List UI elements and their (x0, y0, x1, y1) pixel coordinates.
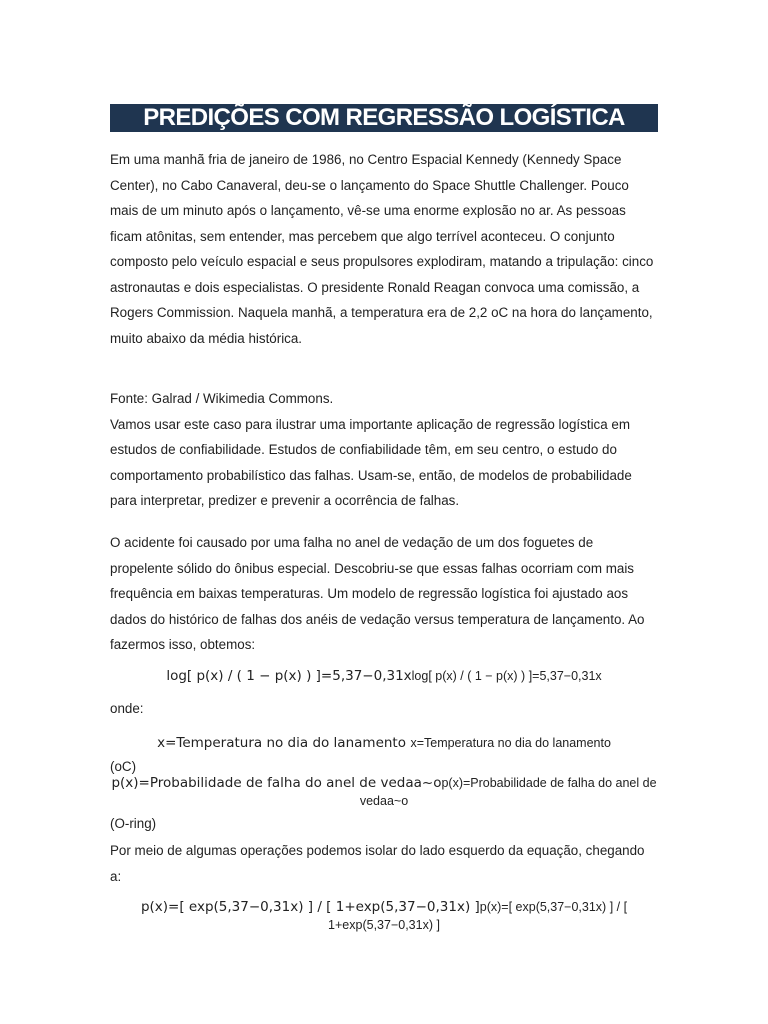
source-credit: Fonte: Galrad / Wikimedia Commons. (110, 391, 334, 406)
onde-label: onde: (110, 701, 144, 716)
p-definition-text: p(x)=Probabilidade de falha do anel de vedaa~o (359, 776, 657, 808)
probability-equation-math: p(x)=[ exp(5,37−0,31x) ] / [ 1+exp(5,37−0,31x) ] (140, 899, 480, 915)
intro-paragraph: Em uma manhã fria de janeiro de 1986, no Centro Espacial Kennedy (Kennedy Space Center), no Cabo Canaveral, deu-se o lançamento do Space Shuttle Challenger. Pouco mais de um minuto após o lançamento, vê-se uma enorme explosão no ar. As pessoas ficam atônitas, sem entender, mas percebem que algo terrível aconteceu. O conjunto composto pelo veículo espacial e seus propulsores explodiram, matando a tripulação: cinco astronautas e dois especialistas. O presidente Ronald Reagan convoca uma comissão, a Rogers Commission. Naquela manhã, a temperatura era de 2,2 oC na hora do lançamento, muito abaixo da média histórica. (110, 152, 654, 346)
p-definition (110, 774, 658, 810)
isolate-paragraph: Por meio de algumas operações podemos isolar do lado esquerdo da equação, chegando a: (110, 843, 645, 884)
reliability-paragraph: Vamos usar este caso para ilustrar uma importante aplicação de regressão logística em estudos de confiabilidade. Estudos de confiabilidade têm, em seu centro, o estudo do comportamento probabilístico das falhas. Usam-se, então, de modelos de probabilidade para interpretar, predizer e prevenir a ocorrência de falhas. (110, 416, 632, 508)
logit-equation-text: log[ p(x) / ( 1 − p(x) ) ]=5,37−0,31x (411, 669, 602, 683)
logit-equation (110, 665, 658, 687)
p-unit: (O-ring) (110, 816, 157, 831)
logit-equation-math: log[ p(x) / ( 1 − p(x) ) ]=5,37−0,31x (166, 668, 412, 684)
x-unit: (oC) (110, 759, 137, 774)
document-title: PREDIÇÕES COM REGRESSÃO LOGÍSTICA (110, 104, 658, 132)
x-definition (110, 732, 658, 754)
reliability-block (110, 386, 658, 514)
accident-paragraph: O acidente foi causado por uma falha no anel de vedação de um dos foguetes de propelente sólido do ônibus especial. Descobriu-se que essas falhas ocorriam com mais frequência em baixas temperaturas. Um modelo de regressão logística foi ajustado aos dados do histórico de falhas dos anéis de vedação versus temperatura de lançamento. Ao fazermos isso, obtemos: (110, 535, 645, 652)
p-definition-math: p(x)=Probabilidade de falha do anel de vedaa~o (111, 775, 442, 791)
x-definition-text: x=Temperatura no dia do lanamento (410, 736, 611, 750)
probability-equation (110, 898, 658, 934)
probability-equation-text: p(x)=[ exp(5,37−0,31x) ] / [ 1+exp(5,37−0,31x) ] (328, 900, 628, 932)
x-definition-math: x=Temperatura no dia do lanamento (157, 735, 406, 751)
